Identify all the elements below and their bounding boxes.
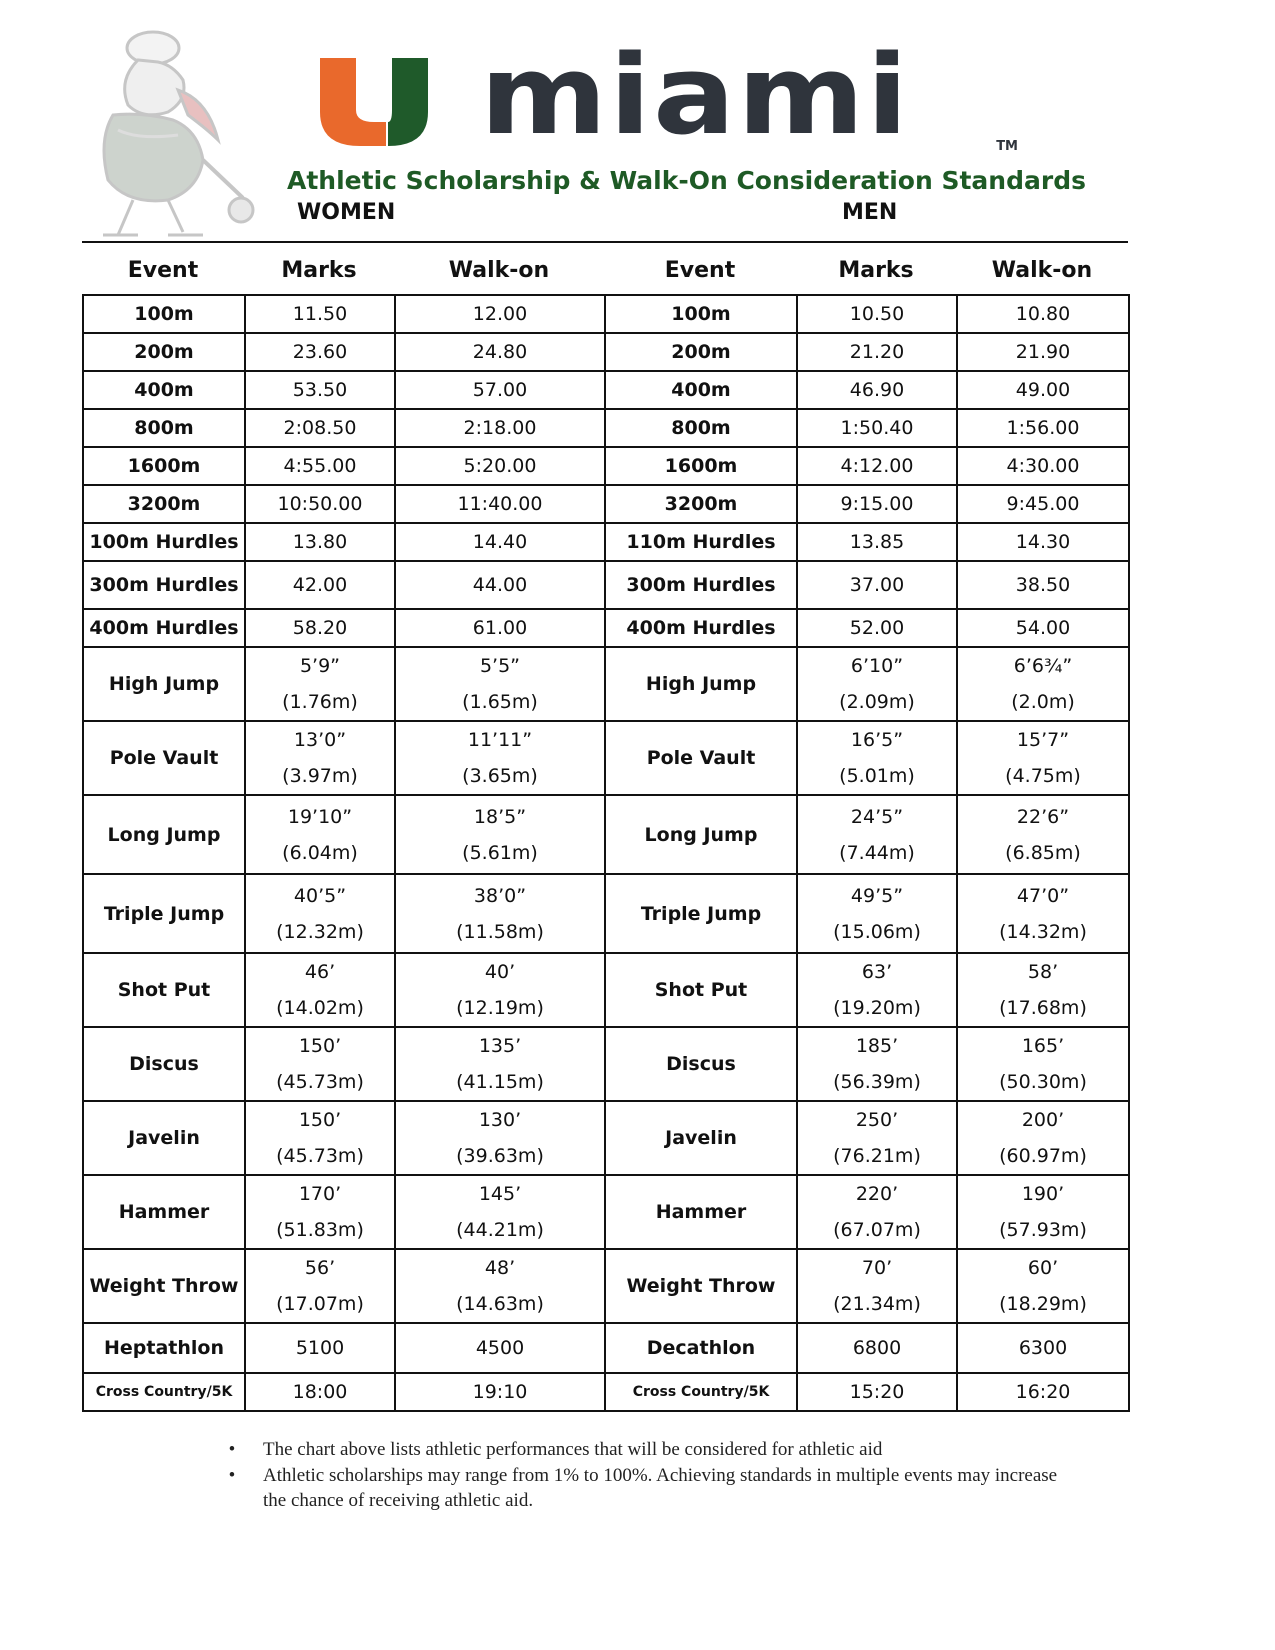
- miami-logo: [330, 31, 1020, 159]
- men-event-cell: Triple Jump: [605, 874, 797, 953]
- women-mark-cell: [245, 333, 395, 371]
- women-event-cell: 3200m: [83, 485, 245, 523]
- men-event-cell: 400m: [605, 371, 797, 409]
- mark-value: 4:55.00: [283, 455, 357, 477]
- women-event-cell: 300m Hurdles: [83, 561, 245, 609]
- mark-value: 58.20: [292, 617, 348, 639]
- men-walkon-cell: [957, 721, 1129, 795]
- men-walkon-cell: [957, 485, 1129, 523]
- women-walkon-cell: [395, 1175, 605, 1249]
- mark-value: 4:30.00: [1006, 455, 1080, 477]
- men-walkon-cell: [957, 1027, 1129, 1101]
- mark-value: 47’0”: [1016, 884, 1070, 907]
- mark-metric: (39.63m): [456, 1145, 544, 1167]
- men-mark-cell: [797, 795, 957, 874]
- header-women-event: Event: [127, 257, 199, 283]
- mark-value: 46.90: [849, 379, 905, 401]
- mark-value: 14.30: [1015, 531, 1071, 553]
- mark-value: 2:08.50: [283, 417, 357, 439]
- men-mark-cell: [797, 409, 957, 447]
- men-event-cell: 800m: [605, 409, 797, 447]
- women-mark-cell: [245, 1175, 395, 1249]
- women-walkon-cell: [395, 1101, 605, 1175]
- table-row: [83, 485, 1129, 523]
- men-walkon-cell: [957, 333, 1129, 371]
- mark-value: 38.50: [1015, 574, 1071, 596]
- men-walkon-cell: [957, 874, 1129, 953]
- mark-metric: (19.20m): [833, 997, 921, 1019]
- men-mark-cell: [797, 1373, 957, 1411]
- women-mark-cell: [245, 409, 395, 447]
- men-walkon-cell: [957, 647, 1129, 721]
- men-mark-cell: [797, 609, 957, 647]
- women-mark-cell: [245, 561, 395, 609]
- men-event-cell: High Jump: [605, 647, 797, 721]
- mark-metric: (11.58m): [456, 920, 544, 943]
- women-event-cell: Shot Put: [83, 953, 245, 1027]
- header-women-marks: Marks: [281, 257, 357, 283]
- mark-metric: (15.06m): [833, 920, 921, 943]
- mark-value: 220’: [855, 1183, 899, 1205]
- women-event-cell: Hammer: [83, 1175, 245, 1249]
- table-row: [83, 447, 1129, 485]
- women-walkon-cell: [395, 1323, 605, 1373]
- table-row: [83, 295, 1129, 333]
- men-walkon-cell: [957, 523, 1129, 561]
- bullet-icon: •: [228, 1439, 236, 1460]
- mark-value: 63’: [861, 961, 893, 983]
- women-walkon-cell: [395, 721, 605, 795]
- table-row: [83, 523, 1129, 561]
- women-mark-cell: [245, 1249, 395, 1323]
- mark-value: 37.00: [849, 574, 905, 596]
- bullet-icon: •: [228, 1465, 236, 1486]
- men-event-cell: Cross Country/5K: [605, 1373, 797, 1411]
- mark-metric: (56.39m): [833, 1071, 921, 1093]
- mark-metric: (1.65m): [462, 691, 538, 713]
- mark-value: 4:12.00: [840, 455, 914, 477]
- mark-value: 130’: [478, 1109, 522, 1131]
- mark-value: 23.60: [292, 341, 348, 363]
- mark-metric: (4.75m): [1005, 765, 1081, 787]
- mark-value: 135’: [478, 1035, 522, 1057]
- mark-value: 19:10: [472, 1381, 528, 1403]
- men-mark-cell: [797, 1323, 957, 1373]
- mark-metric: (60.97m): [999, 1145, 1087, 1167]
- men-mark-cell: [797, 523, 957, 561]
- women-event-cell: Discus: [83, 1027, 245, 1101]
- women-mark-cell: [245, 721, 395, 795]
- men-walkon-cell: [957, 609, 1129, 647]
- mark-value: 10:50.00: [277, 493, 363, 515]
- men-walkon-cell: [957, 1373, 1129, 1411]
- men-event-cell: Javelin: [605, 1101, 797, 1175]
- men-mark-cell: [797, 1249, 957, 1323]
- men-event-cell: 3200m: [605, 485, 797, 523]
- mark-value: 165’: [1021, 1035, 1065, 1057]
- men-walkon-cell: [957, 1101, 1129, 1175]
- men-walkon-cell: [957, 953, 1129, 1027]
- men-event-cell: Shot Put: [605, 953, 797, 1027]
- men-event-cell: 200m: [605, 333, 797, 371]
- mark-value: 9:15.00: [840, 493, 914, 515]
- mark-value: 150’: [298, 1035, 342, 1057]
- men-walkon-cell: [957, 295, 1129, 333]
- mark-value: 4500: [475, 1337, 525, 1359]
- mark-value: 185’: [855, 1035, 899, 1057]
- note-item: [225, 1463, 1085, 1513]
- men-walkon-cell: [957, 447, 1129, 485]
- mark-value: 9:45.00: [1006, 493, 1080, 515]
- table-row: [83, 409, 1129, 447]
- mark-value: 170’: [298, 1183, 342, 1205]
- men-mark-cell: [797, 1027, 957, 1101]
- header-women-walkon: Walk-on: [448, 257, 550, 283]
- mark-value: 11.50: [292, 303, 348, 325]
- mark-value: 58’: [1027, 961, 1059, 983]
- women-section-label: WOMEN: [297, 200, 396, 225]
- mark-metric: (18.29m): [999, 1293, 1087, 1315]
- men-section-label: MEN: [842, 200, 898, 225]
- mark-value: 61.00: [472, 617, 528, 639]
- men-walkon-cell: [957, 1249, 1129, 1323]
- women-event-cell: 100m Hurdles: [83, 523, 245, 561]
- mark-metric: (12.19m): [456, 997, 544, 1019]
- mark-value: 6800: [852, 1337, 902, 1359]
- women-walkon-cell: [395, 371, 605, 409]
- women-mark-cell: [245, 795, 395, 874]
- mark-metric: (14.32m): [999, 920, 1087, 943]
- mark-value: 48’: [484, 1257, 516, 1279]
- women-event-cell: Triple Jump: [83, 874, 245, 953]
- table-row: [83, 1027, 1129, 1101]
- mark-value: 11’11”: [467, 729, 533, 751]
- men-event-cell: 300m Hurdles: [605, 561, 797, 609]
- mark-value: 1:56.00: [1006, 417, 1080, 439]
- mark-value: 200’: [1021, 1109, 1065, 1131]
- mark-metric: (17.68m): [999, 997, 1087, 1019]
- table-row: [83, 953, 1129, 1027]
- mark-value: 13.80: [292, 531, 348, 553]
- standards-table-body: [83, 295, 1129, 1411]
- women-mark-cell: [245, 609, 395, 647]
- men-walkon-cell: [957, 795, 1129, 874]
- men-mark-cell: [797, 953, 957, 1027]
- mark-value: 13.85: [849, 531, 905, 553]
- mark-metric: (3.97m): [282, 765, 358, 787]
- header-men-marks: Marks: [838, 257, 914, 283]
- women-mark-cell: [245, 295, 395, 333]
- men-walkon-cell: [957, 561, 1129, 609]
- women-mark-cell: [245, 485, 395, 523]
- men-walkon-cell: [957, 1323, 1129, 1373]
- women-mark-cell: [245, 1373, 395, 1411]
- women-mark-cell: [245, 1101, 395, 1175]
- men-mark-cell: [797, 1175, 957, 1249]
- men-mark-cell: [797, 295, 957, 333]
- men-event-cell: Weight Throw: [605, 1249, 797, 1323]
- women-walkon-cell: [395, 795, 605, 874]
- mark-value: 56’: [304, 1257, 336, 1279]
- mark-metric: (12.32m): [276, 920, 364, 943]
- table-row: [83, 874, 1129, 953]
- mark-value: 1:50.40: [840, 417, 914, 439]
- men-mark-cell: [797, 1101, 957, 1175]
- mark-value: 38’0”: [473, 884, 527, 907]
- mark-value: 53.50: [292, 379, 348, 401]
- mark-value: 21.90: [1015, 341, 1071, 363]
- page-title: Athletic Scholarship & Walk-On Consideration Standards: [287, 166, 1086, 195]
- mark-value: 40’: [484, 961, 516, 983]
- mark-value: 52.00: [849, 617, 905, 639]
- mark-metric: (44.21m): [456, 1219, 544, 1241]
- women-mark-cell: [245, 1027, 395, 1101]
- table-row: [83, 1175, 1129, 1249]
- women-walkon-cell: [395, 953, 605, 1027]
- mark-value: 11:40.00: [457, 493, 543, 515]
- women-walkon-cell: [395, 333, 605, 371]
- table-row: [83, 721, 1129, 795]
- table-row: [83, 1101, 1129, 1175]
- mark-value: 24.80: [472, 341, 528, 363]
- mark-value: 57.00: [472, 379, 528, 401]
- mark-value: 5’5”: [479, 655, 521, 677]
- mark-value: 44.00: [472, 574, 528, 596]
- women-walkon-cell: [395, 1249, 605, 1323]
- mark-value: 49’5”: [850, 884, 904, 907]
- men-mark-cell: [797, 874, 957, 953]
- mark-value: 18’5”: [473, 805, 527, 828]
- mark-value: 6’10”: [850, 655, 904, 677]
- mark-value: 49.00: [1015, 379, 1071, 401]
- women-walkon-cell: [395, 647, 605, 721]
- mark-metric: (6.04m): [282, 841, 358, 864]
- mark-value: 22’6”: [1016, 805, 1070, 828]
- mark-metric: (5.01m): [839, 765, 915, 787]
- women-event-cell: 400m Hurdles: [83, 609, 245, 647]
- women-mark-cell: [245, 523, 395, 561]
- mark-metric: (14.63m): [456, 1293, 544, 1315]
- men-event-cell: Long Jump: [605, 795, 797, 874]
- mark-metric: (45.73m): [276, 1145, 364, 1167]
- mark-metric: (45.73m): [276, 1071, 364, 1093]
- mark-value: 24’5”: [850, 805, 904, 828]
- mark-value: 40’5”: [293, 884, 347, 907]
- mark-metric: (14.02m): [276, 997, 364, 1019]
- header-divider: [82, 241, 1128, 243]
- women-event-cell: Weight Throw: [83, 1249, 245, 1323]
- men-mark-cell: [797, 647, 957, 721]
- women-event-cell: 800m: [83, 409, 245, 447]
- women-event-cell: 100m: [83, 295, 245, 333]
- women-mark-cell: [245, 874, 395, 953]
- mark-value: 13’0”: [293, 729, 347, 751]
- men-event-cell: 1600m: [605, 447, 797, 485]
- women-event-cell: 1600m: [83, 447, 245, 485]
- mark-value: 46’: [304, 961, 336, 983]
- mark-value: 54.00: [1015, 617, 1071, 639]
- women-mark-cell: [245, 371, 395, 409]
- mark-metric: (6.85m): [1005, 841, 1081, 864]
- mark-metric: (51.83m): [276, 1219, 364, 1241]
- men-mark-cell: [797, 721, 957, 795]
- women-mark-cell: [245, 447, 395, 485]
- women-mark-cell: [245, 953, 395, 1027]
- men-event-cell: 110m Hurdles: [605, 523, 797, 561]
- table-row: [83, 1249, 1129, 1323]
- table-row: [83, 371, 1129, 409]
- men-walkon-cell: [957, 371, 1129, 409]
- note-text: The chart above lists athletic performances that will be considered for athletic aid: [263, 1439, 883, 1460]
- mark-value: 6’6¾”: [1013, 655, 1073, 677]
- women-event-cell: Heptathlon: [83, 1323, 245, 1373]
- mark-metric: (76.21m): [833, 1145, 921, 1167]
- mark-metric: (67.07m): [833, 1219, 921, 1241]
- men-event-cell: 400m Hurdles: [605, 609, 797, 647]
- women-walkon-cell: [395, 295, 605, 333]
- mark-metric: (2.0m): [1011, 691, 1075, 713]
- women-event-cell: 400m: [83, 371, 245, 409]
- women-event-cell: Cross Country/5K: [83, 1373, 245, 1411]
- notes-section: [225, 1437, 1085, 1514]
- mark-value: 250’: [855, 1109, 899, 1131]
- note-text: Athletic scholarships may range from 1% to 100%. Achieving standards in multiple events may increase the chance of receiving athletic aid.: [263, 1465, 1058, 1511]
- table-header: [82, 246, 1128, 294]
- men-event-cell: Pole Vault: [605, 721, 797, 795]
- women-walkon-cell: [395, 523, 605, 561]
- women-event-cell: Pole Vault: [83, 721, 245, 795]
- mark-metric: (17.07m): [276, 1293, 364, 1315]
- table-row: [83, 333, 1129, 371]
- women-walkon-cell: [395, 1027, 605, 1101]
- standards-table: [82, 294, 1130, 1412]
- mark-metric: (57.93m): [999, 1219, 1087, 1241]
- mark-value: 5’9”: [299, 655, 341, 677]
- mark-value: 190’: [1021, 1183, 1065, 1205]
- men-event-cell: Discus: [605, 1027, 797, 1101]
- mark-value: 21.20: [849, 341, 905, 363]
- mark-metric: (7.44m): [839, 841, 915, 864]
- table-row: [83, 561, 1129, 609]
- women-walkon-cell: [395, 609, 605, 647]
- mark-value: 18:00: [292, 1381, 348, 1403]
- men-walkon-cell: [957, 1175, 1129, 1249]
- women-walkon-cell: [395, 1373, 605, 1411]
- note-item: [225, 1437, 1085, 1462]
- men-event-cell: Hammer: [605, 1175, 797, 1249]
- mark-value: 16:20: [1015, 1381, 1071, 1403]
- logo-wordmark: miami: [480, 31, 911, 159]
- women-walkon-cell: [395, 409, 605, 447]
- mark-value: 10.50: [849, 303, 905, 325]
- mark-value: 42.00: [292, 574, 348, 596]
- mark-metric: (5.61m): [462, 841, 538, 864]
- women-walkon-cell: [395, 874, 605, 953]
- mark-value: 15’7”: [1016, 729, 1070, 751]
- table-row: [83, 795, 1129, 874]
- mark-value: 6300: [1018, 1337, 1068, 1359]
- men-event-cell: Decathlon: [605, 1323, 797, 1373]
- mark-value: 14.40: [472, 531, 528, 553]
- men-mark-cell: [797, 447, 957, 485]
- mark-metric: (1.76m): [282, 691, 358, 713]
- women-event-cell: High Jump: [83, 647, 245, 721]
- mark-value: 19’10”: [287, 805, 353, 828]
- ibis-mascot-watermark: [58, 20, 258, 245]
- men-walkon-cell: [957, 409, 1129, 447]
- table-row: [83, 609, 1129, 647]
- u-logo-mark: [316, 58, 456, 148]
- header-men-walkon: Walk-on: [991, 257, 1093, 283]
- men-mark-cell: [797, 371, 957, 409]
- mark-metric: (2.09m): [839, 691, 915, 713]
- women-event-cell: Javelin: [83, 1101, 245, 1175]
- women-mark-cell: [245, 647, 395, 721]
- women-event-cell: 200m: [83, 333, 245, 371]
- mark-value: 5:20.00: [463, 455, 537, 477]
- mark-value: 150’: [298, 1109, 342, 1131]
- mark-value: 16’5”: [850, 729, 904, 751]
- men-event-cell: 100m: [605, 295, 797, 333]
- women-walkon-cell: [395, 485, 605, 523]
- mark-value: 12.00: [472, 303, 528, 325]
- women-walkon-cell: [395, 561, 605, 609]
- mark-value: 15:20: [849, 1381, 905, 1403]
- women-walkon-cell: [395, 447, 605, 485]
- mark-value: 5100: [295, 1337, 345, 1359]
- mark-metric: (21.34m): [833, 1293, 921, 1315]
- men-mark-cell: [797, 333, 957, 371]
- table-row: [83, 1373, 1129, 1411]
- table-row: [83, 647, 1129, 721]
- mark-value: 145’: [478, 1183, 522, 1205]
- women-event-cell: Long Jump: [83, 795, 245, 874]
- mark-value: 10.80: [1015, 303, 1071, 325]
- mark-value: 2:18.00: [463, 417, 537, 439]
- mark-value: 70’: [861, 1257, 893, 1279]
- men-mark-cell: [797, 561, 957, 609]
- mark-metric: (3.65m): [462, 765, 538, 787]
- mark-value: 60’: [1027, 1257, 1059, 1279]
- trademark-symbol: TM: [996, 139, 1018, 154]
- women-mark-cell: [245, 1323, 395, 1373]
- men-mark-cell: [797, 485, 957, 523]
- table-row: [83, 1323, 1129, 1373]
- mark-metric: (50.30m): [999, 1071, 1087, 1093]
- mark-metric: (41.15m): [456, 1071, 544, 1093]
- header-men-event: Event: [664, 257, 736, 283]
